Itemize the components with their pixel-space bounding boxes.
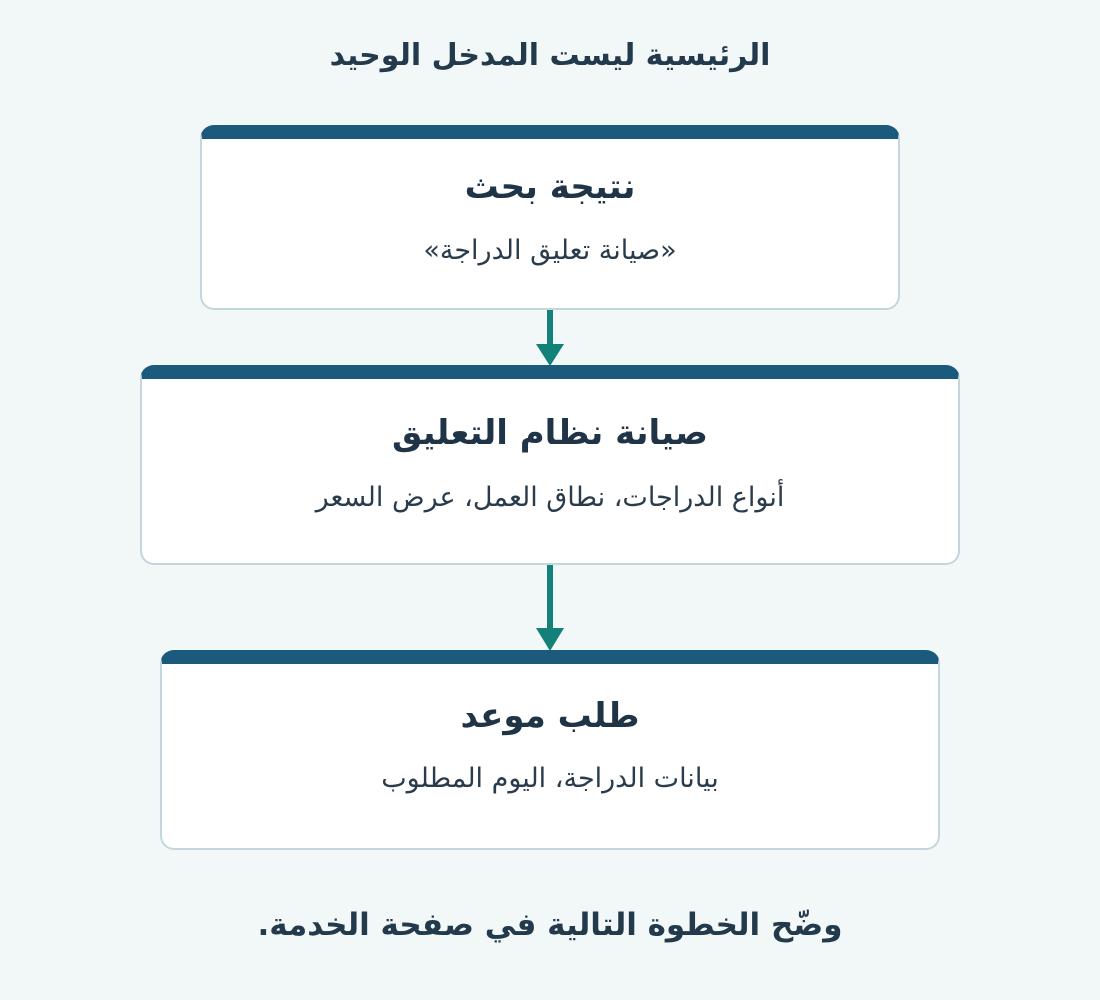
arrow-1-to-2 xyxy=(536,310,564,366)
step-title: صيانة نظام التعليق xyxy=(391,413,709,453)
step-card-booking xyxy=(160,650,940,850)
arrow-2-to-3 xyxy=(536,565,564,651)
page-title: الرئيسية ليست المدخل الوحيد xyxy=(329,38,771,73)
step-description: «صيانة تعليق الدراجة» xyxy=(423,235,677,266)
step-description: أنواع الدراجات، نطاق العمل، عرض السعر xyxy=(315,482,785,513)
footer-note: وضّح الخطوة التالية في صفحة الخدمة. xyxy=(257,907,843,943)
step-title: نتيجة بحث xyxy=(464,167,636,207)
step-description: بيانات الدراجة، اليوم المطلوب xyxy=(381,763,719,794)
step-card-search-result xyxy=(200,125,900,310)
step-title: طلب موعد xyxy=(460,696,640,736)
step-card-service-page xyxy=(140,365,960,565)
